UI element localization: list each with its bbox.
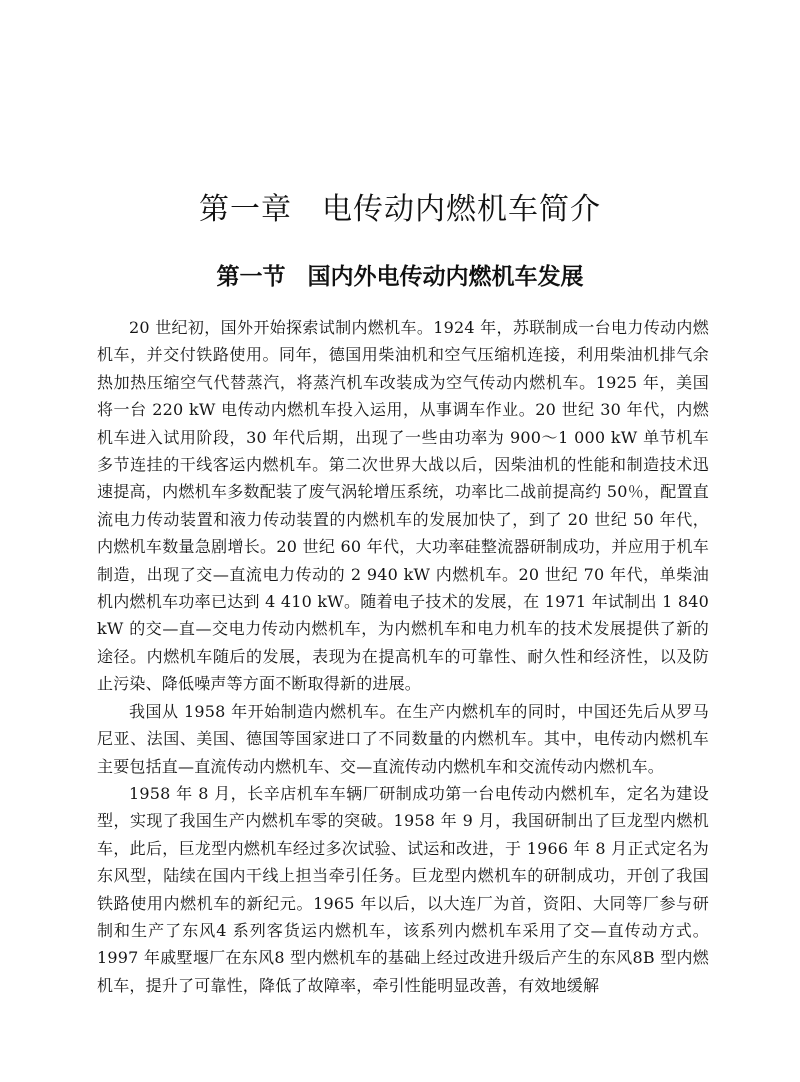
chapter-title	[0, 188, 800, 232]
paragraph: 1958 年 8 月，长辛店机车车辆厂研制成功第一台电传动内燃机车，定名为建设型，实现了我国生产内燃机车零的突破。1958 年 9 月，我国研制出了巨龙型内燃机车，此后，巨龙型内燃机车经过多次试验、试运和改进，于 1966 年 8 月正式定名为东风型，陆续在国内干线上担当牵引任务。巨龙型内燃机车的研制成功，开创了我国铁路使用内燃机车的新纪元。1965 年以后，以大连厂为首，资阳、大同等厂参与研制和生产了东风4 系列客货运内燃机车，该系列内燃机车采用了交—直传动方式。1997 年戚墅堰厂在东风8 型内燃机车的基础上经过改进升级后产生的东风8B 型内燃机车，提升了可靠性，降低了故障率，牵引性能明显改善，有效地缓解	[97, 783, 709, 995]
chapter-name: 电传动内燃机车简介	[322, 192, 601, 227]
section-title	[0, 260, 800, 294]
chapter-number: 第一章	[199, 192, 292, 227]
section-number: 第一节	[216, 263, 286, 290]
section-name: 国内外电传动内燃机车发展	[307, 263, 584, 290]
paragraph: 20 世纪初，国外开始探索试制内燃机车。1924 年，苏联制成一台电力传动内燃机车，并交付铁路使用。同年，德国用柴油机和空气压缩机连接，利用柴油机排气余热加热压缩空气代替蒸汽，将蒸汽机车改装成为空气传动内燃机车。1925 年，美国将一台 220 kW 电传动内燃机车投入运用，从事调车作业。20 世纪 30 年代，内燃机车进入试用阶段，30 年代后期，出现了一些由功率为 900～1 000 kW 单节机车多节连挂的干线客运内燃机车。第二次世界大战以后，因柴油机的性能和制造技术迅速提高，内燃机车多数配装了废气涡轮增压系统，功率比二战前提高约 50％，配置直流电力传动装置和液力传动装置的内燃机车的发展加快了，到了 20 世纪 50 年代，内燃机车数量急剧增长。20 世纪 60 年代，大功率硅整流器研制成功，并应用于机车制造，出现了交—直流电力传动的 2 940 kW 内燃机车。20 世纪 70 年代，单柴油机内燃机车功率已达到 4 410 kW。随着电子技术的发展，在 1971 年试制出 1 840 kW 的交—直—交电力传动内燃机车，为内燃机车和电力机车的技术发展提供了新的途径。内燃机车随后的发展，表现为在提高机车的可靠性、耐久性和经济性，以及防止污染、降低噪声等方面不断取得新的进展。	[97, 318, 709, 694]
body-text	[97, 314, 709, 999]
paragraph: 我国从 1958 年开始制造内燃机车。在生产内燃机车的同时，中国还先后从罗马尼亚、法国、美国、德国等国家进口了不同数量的内燃机车。其中，电传动内燃机车主要包括直—直流传动内燃机车、交—直流传动内燃机车和交流传动内燃机车。	[97, 701, 709, 776]
